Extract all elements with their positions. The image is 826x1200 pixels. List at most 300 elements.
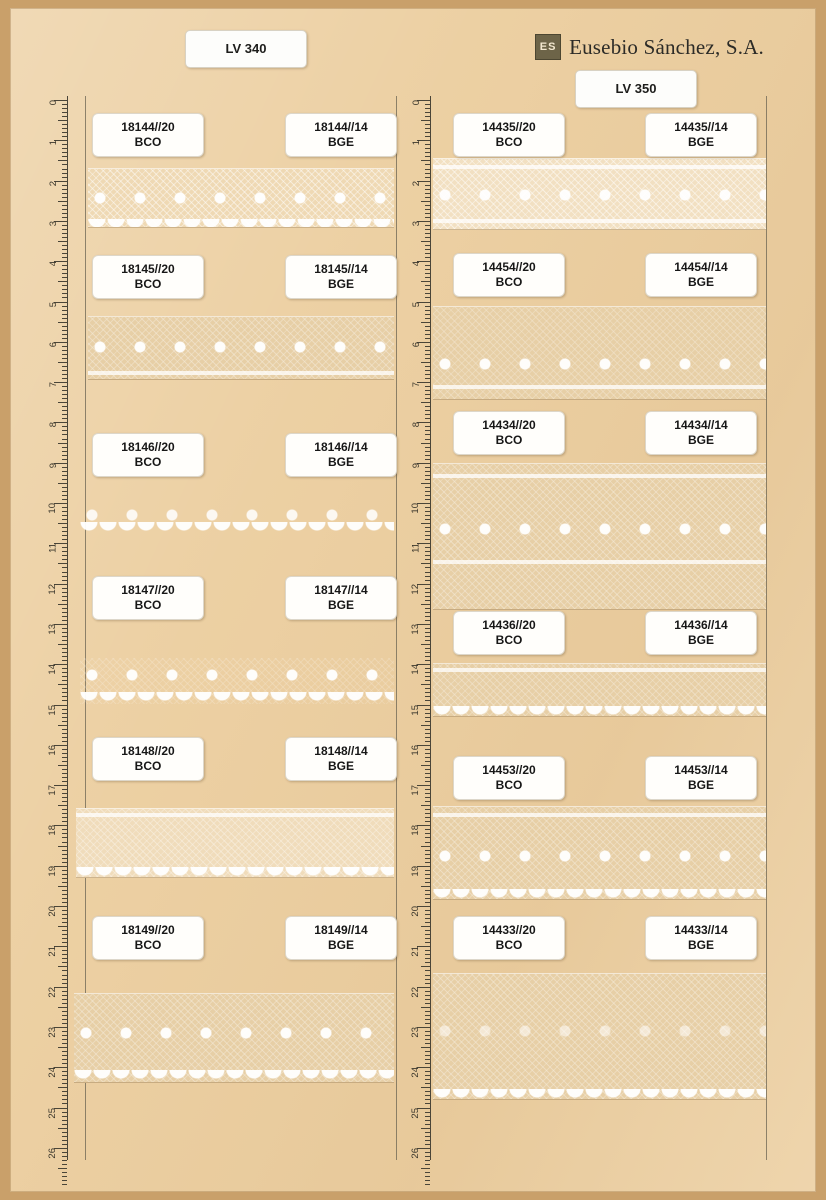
ruler-tick-minor [62,777,67,778]
color-text: BCO [495,135,523,149]
ruler-tick-minor [425,922,430,923]
ruler-tick-mid [58,886,67,887]
ruler-tick-minor [62,507,67,508]
ruler-tick-minor [62,837,67,838]
color-text: BGE [687,938,714,952]
code-text: 14434//20 [482,418,536,432]
lace-sample-left-3 [80,502,394,536]
ruler-tick-minor [62,717,67,718]
ruler-label: 19 [410,865,422,877]
sample-card-sheet [10,8,816,1192]
ruler-tick-minor [425,177,430,178]
ruler-tick-minor [425,475,430,476]
ruler-tick-minor [425,894,430,895]
ruler-tick-minor [425,1003,430,1004]
ruler-label: 9 [410,462,422,468]
ruler-tick-minor [425,660,430,661]
ruler-tick-minor [425,1180,430,1181]
ruler-tick-minor [425,245,430,246]
code-text: 18148//14 [314,744,368,758]
group-card-lv350[interactable] [575,70,697,108]
color-text: BGE [687,275,714,289]
ruler-tick-minor [425,156,430,157]
ruler-tick-minor [425,797,430,798]
ruler-tick-minor [425,672,430,673]
ruler-tick-minor [62,773,67,774]
ruler-tick-minor [62,1003,67,1004]
ruler-tick-minor [62,628,67,629]
ruler-tick-minor [62,1015,67,1016]
ruler-tick-minor [62,862,67,863]
color-text: BCO [134,759,162,773]
ruler-tick-minor [62,378,67,379]
ruler-tick-minor [62,1112,67,1113]
ruler-tick-minor [425,1015,430,1016]
ruler-tick-minor [62,1116,67,1117]
ruler-tick-minor [62,531,67,532]
ruler-label: 15 [410,704,422,716]
code-text: 14435//14 [674,120,728,134]
color-text: BCO [134,277,162,291]
ruler-tick-minor [62,217,67,218]
ruler-left-line [67,96,68,1160]
ruler-tick-mid [421,563,430,564]
ruler-tick-minor [62,680,67,681]
code-text: 14453//14 [674,763,728,777]
color-text: BCO [134,455,162,469]
ruler-tick-minor [425,995,430,996]
ruler-tick-minor [425,277,430,278]
ruler-tick-minor [62,390,67,391]
ruler-tick-minor [62,789,67,790]
label-right-5-bge[interactable] [645,756,757,800]
ruler-tick-minor [62,1051,67,1052]
ruler-label: 10 [410,503,422,514]
ruler-tick-mid [58,604,67,605]
ruler-tick-mid [421,281,430,282]
ruler-tick-minor [62,193,67,194]
ruler-tick-mid [421,1087,430,1088]
ruler-tick-minor [425,801,430,802]
ruler-tick-minor [425,874,430,875]
code-text: 18146//20 [121,440,175,454]
color-text: BCO [495,275,523,289]
ruler-tick-minor [425,769,430,770]
ruler-tick-minor [62,757,67,758]
ruler-tick-mid [421,402,430,403]
ruler-tick-mid [58,1047,67,1048]
ruler-tick-minor [62,136,67,137]
ruler-tick-minor [62,1075,67,1076]
ruler-tick-minor [425,676,430,677]
ruler-tick-minor [425,709,430,710]
ruler-tick-minor [62,455,67,456]
group-card-lv340-label: LV 340 [225,41,267,57]
ruler-tick-minor [62,842,67,843]
ruler-tick-minor [425,914,430,915]
ruler-tick-minor [62,769,67,770]
label-right-2-bco[interactable] [453,253,565,297]
ruler-tick-minor [425,233,430,234]
ruler-tick-minor [62,1184,67,1185]
ruler-tick-minor [62,1023,67,1024]
ruler-tick-minor [425,128,430,129]
ruler-tick-minor [62,559,67,560]
ruler-tick-minor [62,306,67,307]
ruler-tick-minor [62,721,67,722]
ruler-tick-mid [58,1168,67,1169]
ruler-tick-minor [425,962,430,963]
ruler-label: 26 [410,1147,422,1159]
ruler-tick-minor [62,269,67,270]
ruler-tick-minor [425,289,430,290]
lace-sample-left-1 [88,168,394,228]
ruler-tick-minor [425,1031,430,1032]
ruler-tick-minor [425,1164,430,1165]
ruler-tick-mid [421,926,430,927]
ruler-tick-minor [425,310,430,311]
ruler-tick-minor [62,511,67,512]
ruler-right [405,96,431,1160]
ruler-tick-minor [425,1156,430,1157]
code-text: 14435//20 [482,120,536,134]
code-text: 18146//14 [314,440,368,454]
ruler-tick-minor [425,326,430,327]
ruler-tick-minor [62,185,67,186]
ruler-tick-minor [425,910,430,911]
ruler-label: 25 [47,1107,59,1119]
ruler-tick-minor [62,850,67,851]
ruler-tick-minor [425,374,430,375]
lace-sample-left-4 [80,658,394,704]
ruler-tick-mid [58,362,67,363]
label-right-5-bco[interactable] [453,756,565,800]
ruler-tick-minor [62,793,67,794]
label-right-3-bge[interactable] [645,411,757,455]
label-right-4-bco[interactable] [453,611,565,655]
ruler-tick-minor [425,169,430,170]
code-text: 18144//14 [314,120,368,134]
ruler-tick-mid [421,160,430,161]
ruler-tick-minor [62,297,67,298]
ruler-tick-minor [425,173,430,174]
label-left-5-bco[interactable] [92,737,204,781]
ruler-tick-minor [425,757,430,758]
ruler-label: 15 [47,704,59,716]
ruler-label: 18 [47,825,59,836]
ruler-tick-minor [425,257,430,258]
color-text: BGE [687,778,714,792]
lace-band-icon [433,219,766,223]
ruler-tick-minor [62,519,67,520]
ruler-tick-minor [425,459,430,460]
ruler-tick-minor [62,330,67,331]
ruler-tick-minor [62,1144,67,1145]
ruler-tick-minor [62,213,67,214]
label-left-5-bge[interactable] [285,737,397,781]
ruler-tick-minor [425,737,430,738]
ruler-tick-minor [62,152,67,153]
ruler-tick-minor [62,128,67,129]
ruler-tick-mid [58,684,67,685]
label-left-4-bge[interactable] [285,576,397,620]
ruler-tick-minor [62,265,67,266]
ruler-tick-minor [425,902,430,903]
ruler-tick-minor [62,535,67,536]
ruler-tick-mid [421,1168,430,1169]
ruler-tick-minor [62,539,67,540]
ruler-tick-minor [62,660,67,661]
ruler-tick-minor [62,817,67,818]
ruler-tick-minor [62,809,67,810]
ruler-tick-minor [62,1031,67,1032]
ruler-label: 0 [47,100,59,106]
ruler-tick-mid [58,1007,67,1008]
label-right-6-bge[interactable] [645,916,757,960]
ruler-tick-minor [425,878,430,879]
lace-sample-right-6 [433,973,766,1100]
ruler-tick-minor [62,942,67,943]
ruler-tick-minor [425,491,430,492]
ruler-tick-mid [421,805,430,806]
ruler-label: 2 [47,180,59,186]
ruler-tick-minor [62,1152,67,1153]
ruler-tick-minor [62,1071,67,1072]
group-card-lv340[interactable] [185,30,307,68]
label-right-4-bge[interactable] [645,611,757,655]
ruler-tick-minor [62,741,67,742]
ruler-tick-minor [425,1035,430,1036]
ruler-tick-minor [62,1035,67,1036]
ruler-tick-minor [425,398,430,399]
code-text: 14436//14 [674,618,728,632]
ruler-tick-minor [425,1071,430,1072]
ruler-tick-minor [425,430,430,431]
ruler-tick-minor [62,418,67,419]
ruler-tick-minor [425,217,430,218]
ruler-tick-minor [62,813,67,814]
ruler-tick-minor [62,124,67,125]
ruler-tick-mid [58,1087,67,1088]
ruler-tick-minor [425,108,430,109]
ruler-tick-minor [62,108,67,109]
ruler-tick-minor [425,434,430,435]
ruler-tick-minor [62,858,67,859]
lace-scallop-edge-icon [76,867,394,878]
ruler-tick-minor [425,842,430,843]
ruler-label: 16 [410,744,422,756]
label-right-1-bco[interactable] [453,113,565,157]
ruler-tick-minor [62,116,67,117]
lace-floral-motif-icon [433,183,766,207]
ruler-label: 5 [47,301,59,307]
ruler-tick-minor [425,495,430,496]
label-left-2-bco[interactable] [92,255,204,299]
label-left-3-bco[interactable] [92,433,204,477]
ruler-tick-minor [425,511,430,512]
ruler-tick-minor [425,636,430,637]
ruler-tick-minor [425,112,430,113]
ruler-tick-minor [425,648,430,649]
ruler-tick-minor [62,398,67,399]
ruler-tick-minor [425,334,430,335]
lace-scallop-edge-icon [80,522,394,536]
ruler-tick-minor [425,999,430,1000]
ruler-tick-minor [425,1079,430,1080]
ruler-tick-minor [62,527,67,528]
ruler-tick-minor [425,370,430,371]
ruler-label: 4 [47,261,59,267]
ruler-tick-minor [62,922,67,923]
ruler-label: 24 [47,1067,59,1078]
ruler-tick-minor [425,205,430,206]
ruler-tick-minor [425,1160,430,1161]
ruler-tick-minor [62,273,67,274]
ruler-tick-mid [421,443,430,444]
ruler-tick-minor [425,983,430,984]
label-left-4-bco[interactable] [92,576,204,620]
ruler-tick-minor [62,713,67,714]
ruler-tick-minor [425,418,430,419]
ruler-tick-minor [62,1079,67,1080]
ruler-tick-mid [58,1128,67,1129]
ruler-tick-minor [62,761,67,762]
ruler-tick-minor [62,567,67,568]
ruler-label: 17 [47,785,59,796]
ruler-tick-minor [62,700,67,701]
color-text: BGE [327,455,354,469]
ruler-tick-minor [425,692,430,693]
ruler-tick-minor [425,479,430,480]
ruler-tick-minor [425,386,430,387]
ruler-tick-minor [425,1059,430,1060]
ruler-tick-minor [425,688,430,689]
lace-band-icon [88,371,394,375]
label-left-1-bco[interactable] [92,113,204,157]
ruler-tick-minor [425,1063,430,1064]
label-left-6-bge[interactable] [285,916,397,960]
ruler-tick-minor [425,970,430,971]
ruler-tick-minor [425,237,430,238]
ruler-tick-minor [62,334,67,335]
ruler-tick-minor [62,479,67,480]
ruler-tick-mid [421,644,430,645]
ruler-tick-mid [58,402,67,403]
ruler-tick-minor [62,132,67,133]
color-text: BGE [687,135,714,149]
ruler-tick-minor [62,753,67,754]
ruler-label: 23 [410,1026,422,1038]
label-left-6-bco[interactable] [92,916,204,960]
lace-sample-right-5 [433,806,766,900]
ruler-tick-mid [58,322,67,323]
ruler-tick-minor [425,269,430,270]
ruler-tick-minor [425,858,430,859]
ruler-tick-minor [425,1116,430,1117]
label-right-6-bco[interactable] [453,916,565,960]
ruler-tick-minor [62,314,67,315]
ruler-tick-minor [62,366,67,367]
ruler-tick-minor [425,1140,430,1141]
ruler-tick-minor [425,426,430,427]
ruler-tick-minor [62,555,67,556]
ruler-tick-minor [425,406,430,407]
ruler-tick-minor [62,1180,67,1181]
ruler-tick-minor [425,612,430,613]
label-right-2-bge[interactable] [645,253,757,297]
label-left-2-bge[interactable] [285,255,397,299]
ruler-tick-minor [62,580,67,581]
ruler-label: 18 [410,825,422,836]
ruler-tick-minor [425,979,430,980]
ruler-tick-minor [62,1095,67,1096]
ruler-tick-minor [62,173,67,174]
ruler-tick-minor [62,620,67,621]
label-right-3-bco[interactable] [453,411,565,455]
ruler-tick-minor [62,894,67,895]
ruler-tick-minor [62,592,67,593]
ruler-tick-minor [425,833,430,834]
ruler-tick-minor [425,862,430,863]
lace-sample-right-3 [433,463,766,610]
ruler-tick-minor [425,144,430,145]
color-text: BGE [687,433,714,447]
ruler-tick-minor [425,717,430,718]
ruler-tick-minor [425,882,430,883]
ruler-label: 21 [47,946,59,957]
ruler-tick-minor [425,991,430,992]
ruler-tick-minor [425,592,430,593]
ruler-tick-minor [425,519,430,520]
ruler-tick-minor [62,668,67,669]
label-right-1-bge[interactable] [645,113,757,157]
code-text: 14433//14 [674,923,728,937]
ruler-tick-minor [425,1099,430,1100]
lace-band-icon [433,165,766,169]
label-left-3-bge[interactable] [285,433,397,477]
ruler-right-line [430,96,431,1160]
ruler-label: 0 [410,100,422,106]
ruler-tick-minor [425,185,430,186]
ruler-tick-minor [425,1124,430,1125]
ruler-tick-minor [62,491,67,492]
ruler-tick-minor [425,1152,430,1153]
label-left-1-bge[interactable] [285,113,397,157]
ruler-tick-mid [421,201,430,202]
lace-scallop-edge-icon [74,1070,394,1083]
ruler-tick-minor [62,189,67,190]
ruler-tick-minor [62,350,67,351]
ruler-tick-minor [62,354,67,355]
ruler-tick-minor [62,551,67,552]
ruler-tick-minor [62,467,67,468]
ruler-tick-minor [425,942,430,943]
ruler-tick-mid [421,725,430,726]
left-column-edge-rule [396,96,397,1160]
ruler-tick-minor [62,576,67,577]
lace-sample-left-2 [88,316,394,380]
ruler-tick-minor [425,285,430,286]
color-text: BGE [327,135,354,149]
code-text: 18147//14 [314,583,368,597]
ruler-tick-minor [425,1120,430,1121]
ruler-tick-minor [425,713,430,714]
ruler-tick-mid [421,886,430,887]
ruler-tick-minor [62,177,67,178]
ruler-tick-mid [421,1007,430,1008]
ruler-tick-minor [425,938,430,939]
ruler-label: 8 [410,422,422,428]
